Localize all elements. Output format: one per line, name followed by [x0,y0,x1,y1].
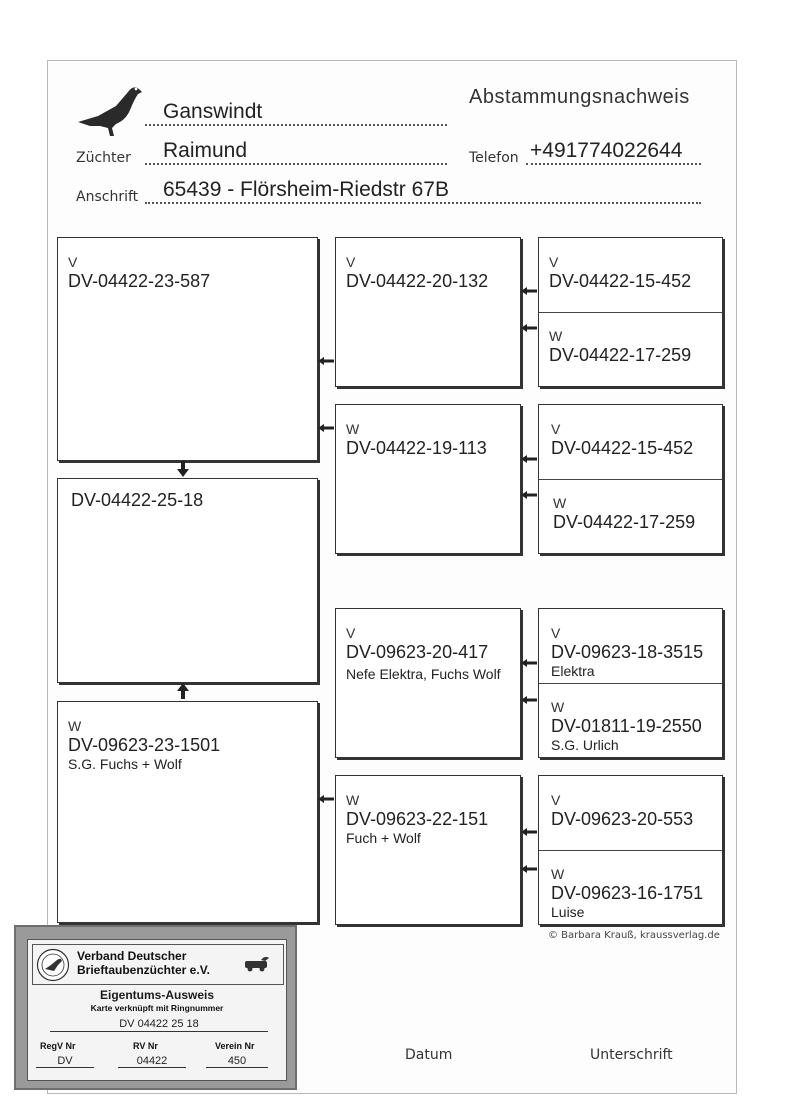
fmm-sex: W [553,495,567,511]
address-value: 65439 - Flörsheim-Riedstr 67B [163,178,449,201]
father-box [57,237,318,461]
fmf-sex: V [551,421,561,437]
mmf-ring: DV-09623-20-553 [551,809,694,829]
father-ring: DV-04422-23-587 [68,271,211,291]
pigeon-car-icon [243,955,271,973]
mm-sex: W [346,792,360,808]
date-label: Datum [405,1047,453,1063]
breeder-label: Züchter [76,150,131,166]
fm-ring: DV-04422-19-113 [346,438,487,458]
association-seal-icon [36,948,70,982]
mother-note: S.G. Fuchs + Wolf [68,756,182,772]
card-title: Eigentums-Ausweis [99,988,215,1002]
bird-box [57,478,318,683]
mf-sex: V [346,625,356,641]
form-title: Abstammungsnachweis [469,86,690,108]
rv-label: RV Nr [133,1041,158,1051]
card-subtitle: Karte verknüpft mit Ringnummer [90,1003,224,1013]
card-ring-number-row [50,1018,268,1032]
mf-note: Nefe Elektra, Fuchs Wolf [346,666,501,682]
mother-sex: W [68,718,82,734]
phone-value: +491774022644 [530,139,683,162]
regv-label: RegV Nr [40,1041,76,1051]
bird-ring: DV-04422-25-18 [71,490,204,510]
fff-ring: DV-04422-15-452 [549,271,692,291]
ffm-ring: DV-04422-17-259 [549,345,692,365]
mm-box [335,775,521,925]
fff-sex: V [549,254,559,270]
verein-field [206,1055,268,1068]
mmm-sex: W [551,866,565,882]
ff-ring: DV-04422-20-132 [346,271,489,291]
arrow-left-icon [521,696,537,704]
signature-label: Unterschrift [590,1047,673,1063]
regv-field [36,1055,94,1068]
arrow-left-icon [318,424,334,432]
mf-parents-box [538,608,723,758]
fmm-ring: DV-04422-17-259 [553,512,696,532]
mfm-ring: DV-01811-19-2550 [551,716,702,736]
regv-value: DV [57,1055,73,1067]
mfm-sex: W [551,699,565,715]
breeder-surname: Ganswindt [163,100,263,123]
ff-box [335,237,521,387]
ownership-id-card [14,925,297,1090]
arrow-left-icon [318,795,334,803]
verein-value: 450 [227,1055,247,1067]
mm-note: Fuch + Wolf [346,830,421,846]
arrow-left-icon [521,491,537,499]
arrow-up-icon [177,683,189,704]
mother-ring: DV-09623-23-1501 [68,735,221,755]
copyright-note: © Barbara Krauß, kraussverlag.de [548,930,720,941]
card-org-line2: Brieftaubenzüchter e.V. [77,963,210,977]
fm-parents-box [538,404,723,554]
phone-label: Telefon [469,150,519,166]
rv-value: 04422 [136,1055,168,1067]
ff-sex: V [346,254,356,270]
verein-label: Verein Nr [215,1041,255,1051]
father-sex: V [68,254,78,270]
fm-box [335,404,521,554]
card-header [32,944,284,985]
pigeon-logo-icon [76,80,146,140]
arrow-left-icon [521,287,537,295]
fm-sex: W [346,421,360,437]
arrow-left-icon [521,828,537,836]
address-dotted-line [145,202,701,204]
mmm-ring: DV-09623-16-1751 [551,883,704,903]
address-label: Anschrift [76,189,139,205]
mf-box [335,608,521,758]
mmf-sex: V [551,792,561,808]
mm-parents-box [538,775,723,925]
ff-parents-box [538,237,723,387]
arrow-left-icon [521,455,537,463]
card-ring-number: DV 04422 25 18 [119,1018,199,1030]
fmf-ring: DV-04422-15-452 [551,438,694,458]
mff-sex: V [551,625,561,641]
card-org-line1: Verband Deutscher [77,949,187,963]
mff-note: Elektra [551,663,595,679]
arrow-left-icon [521,659,537,667]
mother-box [57,701,318,923]
breeder-firstname: Raimund [163,139,248,162]
phone-dotted-line [526,163,701,165]
rv-field [118,1055,186,1068]
surname-dotted-line [145,124,447,126]
arrow-left-icon [521,324,537,332]
mmm-note: Luise [551,904,585,920]
arrow-left-icon [318,357,334,365]
mf-ring: DV-09623-20-417 [346,642,489,662]
mff-ring: DV-09623-18-3515 [551,642,704,662]
mfm-note: S.G. Urlich [551,737,619,753]
ffm-sex: W [549,328,563,344]
arrow-left-icon [521,865,537,873]
mm-ring: DV-09623-22-151 [346,809,489,829]
firstname-dotted-line [145,163,447,165]
arrow-down-icon [177,461,189,482]
